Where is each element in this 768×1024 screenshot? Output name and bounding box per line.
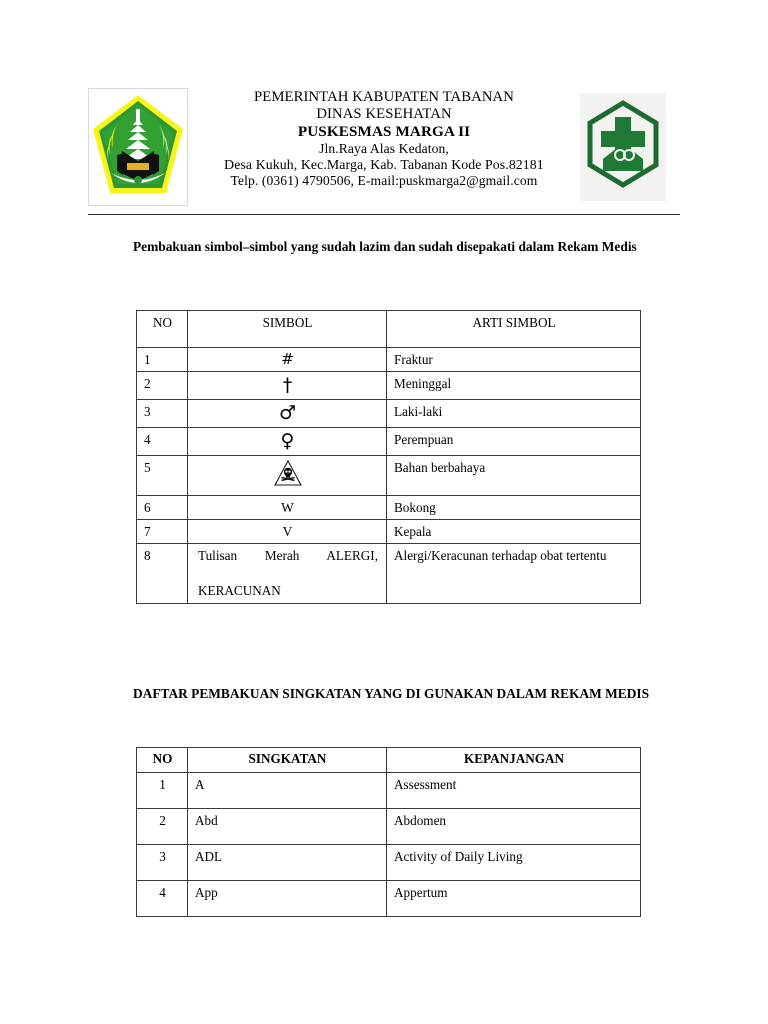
expansion-cell: Assessment — [387, 773, 641, 809]
abbreviations-table — [136, 747, 641, 917]
abbreviation-cell: ADL — [188, 845, 387, 881]
symbol-meaning: Bokong — [387, 495, 641, 519]
table-row — [137, 495, 641, 519]
puskesmas-cross-hexagon-logo — [580, 93, 666, 201]
page-title-abbreviations: DAFTAR PEMBAKUAN SINGKATAN YANG DI GUNAKAN DALAM REKAM MEDIS — [133, 686, 650, 701]
letterhead-text-block — [192, 89, 576, 189]
letter-v-symbol: V — [282, 523, 293, 539]
symbol-cell — [188, 372, 387, 400]
letterhead-divider-rule — [88, 214, 680, 215]
symbols-table — [136, 310, 641, 604]
cross-symbol: † — [282, 374, 293, 397]
table-row — [137, 348, 641, 372]
symbol-cell — [188, 495, 387, 519]
hazard-skull-triangle-symbol — [273, 459, 303, 487]
letter-w-symbol: W — [281, 499, 294, 515]
table-row — [137, 544, 641, 603]
letterhead-line-2: DINAS KESEHATAN — [316, 106, 452, 123]
column-header-arti-simbol: ARTI SIMBOL — [387, 311, 641, 348]
letterhead — [88, 88, 680, 210]
table-header-row — [137, 311, 641, 348]
table-row — [137, 809, 641, 845]
row-number: 8 — [137, 544, 188, 603]
row-number: 3 — [137, 845, 188, 881]
table-header-row — [137, 748, 641, 773]
row-number: 1 — [137, 348, 188, 372]
letterhead-line-6: Telp. (0361) 4790506, E-mail:puskmarga2@gmail.com — [230, 173, 538, 189]
abbreviation-cell: App — [188, 881, 387, 917]
letterhead-line-5: Desa Kukuh, Kec.Marga, Kab. Tabanan Kode Pos.82181 — [224, 157, 544, 173]
row-number: 6 — [137, 495, 188, 519]
row-number: 1 — [137, 773, 188, 809]
row-number: 7 — [137, 519, 188, 543]
row-number: 2 — [137, 809, 188, 845]
expansion-cell: Abdomen — [387, 809, 641, 845]
letterhead-line-1: PEMERINTAH KABUPATEN TABANAN — [254, 89, 514, 105]
row-number: 4 — [137, 881, 188, 917]
table-row — [137, 881, 641, 917]
red-text-allergy-label-line1: Tulisan Merah ALERGI, — [198, 548, 378, 564]
column-header-simbol: SIMBOL — [188, 311, 387, 348]
expansion-cell: Appertum — [387, 881, 641, 917]
symbol-meaning: Bahan berbahaya — [387, 456, 641, 495]
row-number: 2 — [137, 372, 188, 400]
symbol-meaning: Perempuan — [387, 428, 641, 456]
page-title-symbols: Pembakuan simbol–simbol yang sudah lazim dan sudah disepakati dalam Rekam Medis — [133, 239, 637, 254]
symbol-cell — [188, 456, 387, 495]
symbol-cell — [188, 544, 387, 603]
table-row — [137, 372, 641, 400]
row-number: 5 — [137, 456, 188, 495]
row-number: 3 — [137, 400, 188, 428]
symbol-meaning: Kepala — [387, 519, 641, 543]
symbol-meaning: Meninggal — [387, 372, 641, 400]
table-row — [137, 456, 641, 495]
abbreviation-cell: Abd — [188, 809, 387, 845]
symbol-meaning: Laki-laki — [387, 400, 641, 428]
expansion-cell: Activity of Daily Living — [387, 845, 641, 881]
red-text-allergy-label-line2: KERACUNAN — [198, 583, 281, 599]
column-header-kepanjangan: KEPANJANGAN — [387, 748, 641, 773]
abbreviation-cell: A — [188, 773, 387, 809]
symbol-cell — [188, 348, 387, 372]
symbol-cell — [188, 519, 387, 543]
table-row — [137, 773, 641, 809]
table-row — [137, 845, 641, 881]
table-row — [137, 519, 641, 543]
hash-symbol: # — [281, 350, 294, 368]
row-number: 4 — [137, 428, 188, 456]
table-row — [137, 428, 641, 456]
letterhead-line-4: Jln.Raya Alas Kedaton, — [319, 141, 449, 157]
symbol-cell — [188, 400, 387, 428]
symbol-cell — [188, 428, 387, 456]
symbol-meaning: Fraktur — [387, 348, 641, 372]
tabanan-regency-emblem — [88, 88, 188, 206]
mars-male-symbol: ♂ — [278, 402, 297, 425]
symbol-meaning: Alergi/Keracunan terhadap obat tertentu — [387, 544, 641, 603]
column-header-singkatan: SINGKATAN — [188, 748, 387, 773]
letterhead-line-3: PUSKESMAS MARGA II — [297, 123, 471, 141]
column-header-no: NO — [137, 311, 188, 348]
column-header-no: NO — [137, 748, 188, 773]
venus-female-symbol: ♀ — [280, 430, 295, 453]
table-row — [137, 400, 641, 428]
